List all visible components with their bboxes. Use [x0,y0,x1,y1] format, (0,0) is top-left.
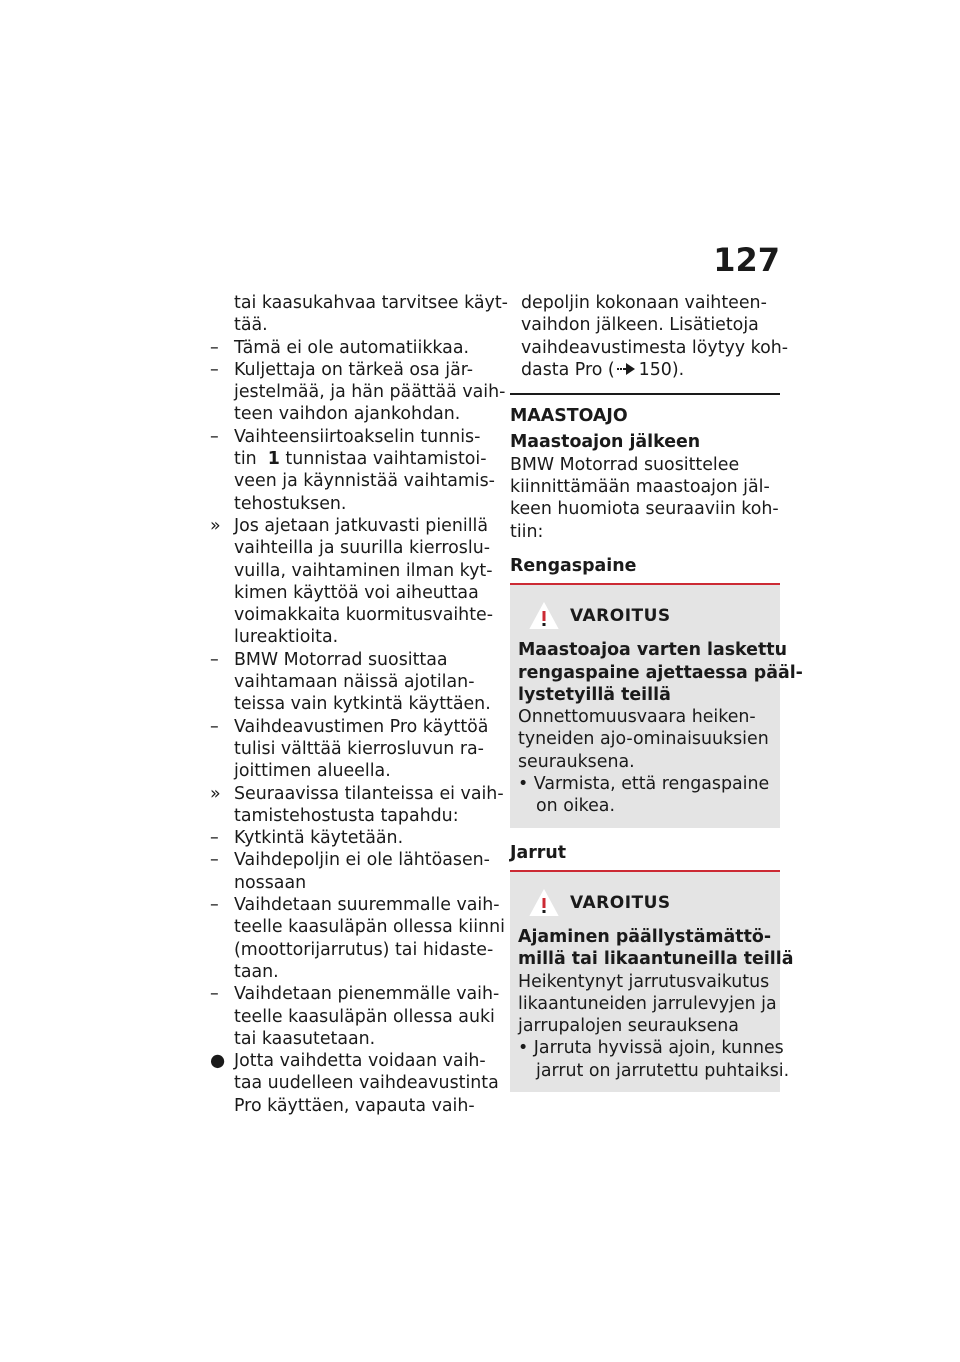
warning-title: VAROITUS [570,606,671,627]
text-line: lureaktioita. [234,627,339,648]
page-reference-arrow-icon [617,359,635,381]
right-column [510,292,803,1092]
text-line: seurauksena. [518,751,635,772]
text-line: ). [671,360,685,381]
text-line: dasta Pro ( [521,360,615,381]
bullet-marker: • [518,774,529,795]
brakes-heading: Jarrut [510,842,567,863]
text-line: taa uudelleen vaihdeavustinta [234,1073,499,1094]
text-line: tin [234,449,257,470]
warning-triangle-icon [518,599,570,633]
list-marker: – [210,716,219,737]
section-divider [510,393,780,395]
list-marker: – [210,649,219,670]
list-marker: » [210,783,221,804]
warning-heading-line: rengaspaine ajettaessa pääl- [518,662,803,683]
text-line: Jos ajetaan jatkuvasti pienillä [234,515,489,536]
text-line: teelle kaasuläpän ollessa auki [234,1006,495,1027]
text-line: Vaihteensiirtoakselin tunnis- [234,426,481,447]
text-line: Seuraavissa tilanteissa ei vaih- [234,783,504,804]
warning-heading-line: lystetyillä teillä [518,684,671,705]
text-line: teen vaihdon ajankohdan. [234,404,461,425]
text-line: on oikea. [536,796,615,817]
text-line: tulisi välttää kierrosluvun ra- [234,738,484,759]
text-line: teissa vain kytkintä käyttäen. [234,694,491,715]
text-line: joittimen alueella. [234,761,391,782]
text-line: Varmista, että rengaspaine [533,774,770,795]
text-line: vaihdon jälkeen. Lisätietoja [521,315,759,336]
text-line: Vaihdetaan pienemmälle vaih- [234,984,500,1005]
text-line: tyneiden ajo-ominaisuuksien [518,729,769,750]
text-line: tunnistaa vaihtamistoi- [285,449,487,470]
warning-triangle-icon [518,886,570,920]
text-line: jarrupalojen seurauksena [518,1016,739,1037]
text-line: Onnettomuusvaara heiken- [518,707,756,728]
text-line: Pro käyttäen, vapauta vaih- [234,1095,475,1116]
text-line: likaantuneiden jarrulevyjen ja [518,993,777,1014]
list-marker: – [210,850,219,871]
text-line: keen huomiota seuraaviin koh- [510,499,779,520]
warning-heading-line: Ajaminen päällystämättö- [518,926,772,947]
text-line: vaihteilla ja suurilla kierroslu- [234,538,490,559]
list-marker: – [210,337,219,358]
warning-box-tire-pressure [510,583,803,827]
text-line: tai kaasukahvaa tarvitsee käyt- [234,293,508,313]
section-title: MAASTOAJO [510,406,628,427]
text-line: tai kaasutetaan. [234,1028,376,1049]
text-line: nossaan [234,872,307,893]
bullet-marker: • [518,1038,529,1059]
tire-pressure-heading: Rengaspaine [510,555,637,576]
left-column [210,292,508,1117]
list-marker: – [210,895,219,916]
text-line: tää. [234,315,268,336]
text-line: tehostuksen. [234,493,347,514]
warning-heading-line: millä tai likaantuneilla teillä [518,949,794,970]
page-number: 127 [713,241,780,279]
text-line: depoljin kokonaan vaihteen- [521,293,767,313]
page-reference-link[interactable]: 150 [638,360,672,381]
text-line: Jarruta hyvissä ajoin, kunnes [533,1038,784,1059]
text-line: Kuljettaja on tärkeä osa jär- [234,359,474,380]
warning-box-brakes [510,870,794,1092]
warning-heading-line: Maastoajoa varten laskettu [518,640,787,661]
list-marker: – [210,984,219,1005]
text-line: tamistehostusta tapahdu: [234,805,459,826]
text-line: Vaihdeavustimen Pro käyttöä [234,716,489,737]
text-line: Vaihdetaan suuremmalle vaih- [234,895,500,916]
text-line: BMW Motorrad suosittelee [510,454,740,475]
text-line: Heikentynyt jarrutusvaikutus [518,971,770,992]
list-marker: ● [210,1051,226,1072]
text-line: Kytkintä käytetään. [234,828,404,849]
text-line: BMW Motorrad suosittaa [234,649,448,670]
list-marker: – [210,359,219,380]
text-line: Jotta vaihdetta voidaan vaih- [234,1051,486,1072]
sensor-number: 1 [267,449,280,470]
text-line: jarrut on jarrutettu puhtaiksi. [536,1060,790,1081]
warning-title: VAROITUS [570,892,671,913]
list-marker: » [210,515,221,536]
text-line: Vaihdepoljin ei ole lähtöasen- [234,850,490,871]
text-line: kimen käyttöä voi aiheuttaa [234,582,479,603]
text-line: taan. [234,961,279,982]
text-line: kiinnittämään maastoajon jäl- [510,477,770,498]
list-marker: – [210,828,219,849]
text-line: jestelmää, ja hän päättää vaih- [234,382,506,403]
text-line: tiin: [510,521,544,542]
list-marker: – [210,426,219,447]
subheading: Maastoajon jälkeen [510,432,701,453]
text-line: vuilla, vaihtaminen ilman kyt- [234,560,493,581]
text-line: (moottorijarrutus) tai hidaste- [234,939,494,960]
text-line: Tämä ei ole automatiikkaa. [234,337,470,358]
text-line: voimakkaita kuormitusvaihte- [234,605,493,626]
text-line: veen ja käynnistää vaihtamis- [234,471,495,492]
text-line: teelle kaasuläpän ollessa kiinni [234,917,505,938]
page-reference-line [510,359,780,381]
text-line: vaihdeavustimesta löytyy koh- [521,337,789,358]
text-line: vaihtamaan näissä ajotilan- [234,672,475,693]
